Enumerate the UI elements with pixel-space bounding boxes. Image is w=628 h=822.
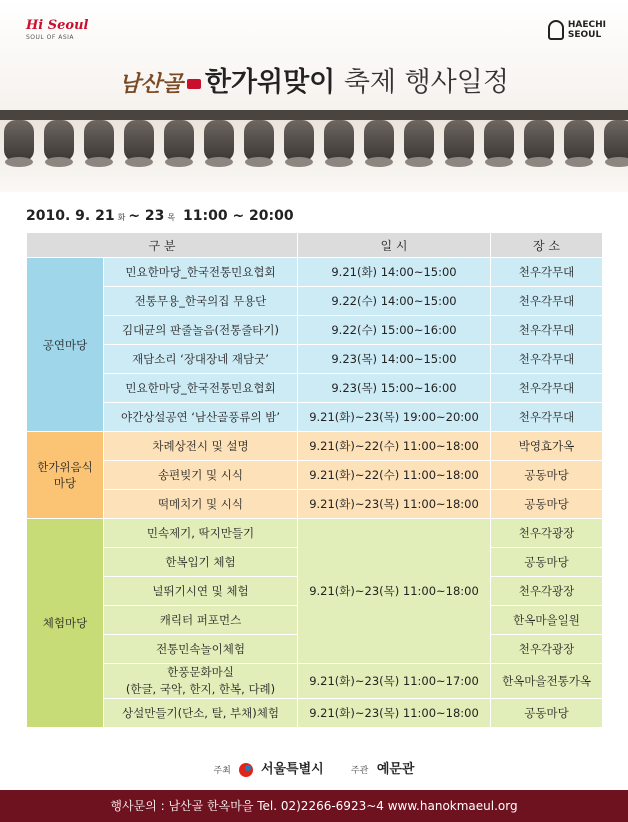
start-day: 화 [117, 213, 126, 222]
place-cell: 천우각무대 [491, 345, 603, 374]
haechi-icon [548, 20, 564, 40]
datetime-cell: 9.21(화)~23(목) 19:00~20:00 [298, 403, 491, 432]
table-header-row [27, 233, 603, 258]
category-experience: 체험마당 [27, 519, 104, 728]
seoul-logo-icon [239, 763, 253, 777]
table-row [27, 461, 603, 490]
sponsor-line [0, 758, 628, 777]
datetime-cell: 9.21(화)~22(수) 11:00~18:00 [298, 432, 491, 461]
table-row [27, 432, 603, 461]
header-datetime: 일 시 [298, 233, 491, 258]
place-cell: 천우각무대 [491, 316, 603, 345]
host-name: 서울특별시 [260, 762, 324, 777]
end-date: 23 [144, 208, 165, 224]
program-cell [104, 664, 298, 699]
program-cell: 야간상설공연 ‘남산골풍류의 밤’ [104, 403, 298, 432]
table-row [27, 490, 603, 519]
place-cell: 천우각무대 [491, 374, 603, 403]
datetime-cell: 9.21(화)~23(목) 11:00~18:00 [298, 699, 491, 728]
category-food-line2: 마당 [53, 476, 77, 490]
place-cell: 한옥마을일원 [491, 606, 603, 635]
contact-text: 행사문의 : 남산골 한옥마을 Tel. 02)2266-6923~4 www.hanokmaeul.org [110, 799, 518, 813]
place-cell: 천우각광장 [491, 577, 603, 606]
title-deco-icon [187, 79, 201, 89]
program-line1: 한풍문화마실 [167, 665, 234, 679]
organizer-label: 주관 [350, 766, 369, 776]
host-label: 주최 [213, 766, 231, 776]
datetime-cell: 9.22(수) 14:00~15:00 [298, 287, 491, 316]
place-cell: 공동마당 [491, 490, 603, 519]
place-cell: 천우각무대 [491, 258, 603, 287]
haechi-logo-line2: SEOUL [567, 30, 602, 40]
datetime-cell: 9.21(화)~23(목) 11:00~17:00 [298, 664, 491, 699]
hanok-roof-banner [0, 110, 628, 192]
program-cell: 캐릭터 퍼포먼스 [104, 606, 298, 635]
event-period [26, 208, 294, 224]
category-performance: 공연마당 [27, 258, 104, 432]
title-rest: 축제 행사일정 [343, 67, 509, 98]
place-cell: 천우각광장 [491, 519, 603, 548]
haechi-seoul-logo [548, 20, 606, 40]
table-row [27, 258, 603, 287]
table-row [27, 699, 603, 728]
title-brand: 남산골 [119, 71, 183, 97]
program-cell: 민요한마당_한국전통민요협회 [104, 258, 298, 287]
header-category: 구 분 [27, 233, 298, 258]
schedule-table [26, 232, 603, 728]
haechi-logo-line1: HAECHI [567, 20, 606, 30]
date-sep: ~ [128, 208, 141, 224]
place-cell: 천우각광장 [491, 635, 603, 664]
place-cell: 천우각무대 [491, 287, 603, 316]
table-row [27, 519, 603, 548]
hi-seoul-logo [26, 18, 88, 41]
program-cell: 떡메치기 및 시식 [104, 490, 298, 519]
title-main: 한가위맞이 [204, 67, 336, 98]
table-row [27, 316, 603, 345]
program-cell: 차례상전시 및 설명 [104, 432, 298, 461]
place-cell: 박영효가옥 [491, 432, 603, 461]
organizer-name: 예문관 [376, 762, 415, 777]
program-cell: 한복입기 체험 [104, 548, 298, 577]
place-cell: 천우각무대 [491, 403, 603, 432]
program-cell: 전통민속놀이체험 [104, 635, 298, 664]
end-day: 목 [167, 213, 176, 222]
start-date: 2010. 9. 21 [26, 208, 115, 224]
datetime-cell: 9.23(목) 14:00~15:00 [298, 345, 491, 374]
table-row [27, 287, 603, 316]
program-cell: 민속제기, 딱지만들기 [104, 519, 298, 548]
merged-datetime-cell: 9.21(화)~23(목) 11:00~18:00 [298, 519, 491, 664]
category-food [27, 432, 104, 519]
program-cell: 송편빚기 및 시식 [104, 461, 298, 490]
table-row [27, 664, 603, 699]
program-cell: 널뛰기시연 및 체험 [104, 577, 298, 606]
datetime-cell: 9.21(화)~23(목) 11:00~18:00 [298, 490, 491, 519]
header [0, 0, 628, 110]
place-cell: 공동마당 [491, 548, 603, 577]
datetime-cell: 9.23(목) 15:00~16:00 [298, 374, 491, 403]
contact-footer [0, 790, 628, 822]
datetime-cell: 9.22(수) 15:00~16:00 [298, 316, 491, 345]
program-cell: 전통무용_한국의집 무용단 [104, 287, 298, 316]
program-cell: 민요한마당_한국전통민요협회 [104, 374, 298, 403]
table-row [27, 403, 603, 432]
datetime-cell: 9.21(화)~22(수) 11:00~18:00 [298, 461, 491, 490]
program-cell: 김대균의 판줄놀음(전통줄타기) [104, 316, 298, 345]
header-place: 장 소 [491, 233, 603, 258]
page-title [0, 60, 628, 99]
program-cell: 재담소리 ‘장대장네 재담굿’ [104, 345, 298, 374]
hi-seoul-logo-sub: SOUL OF ASIA [26, 34, 75, 41]
datetime-cell: 9.21(화) 14:00~15:00 [298, 258, 491, 287]
table-row [27, 345, 603, 374]
table-row [27, 374, 603, 403]
program-line2: (한글, 국악, 한지, 한복, 다례) [125, 682, 276, 696]
event-hours: 11:00 ~ 20:00 [183, 208, 294, 224]
place-cell: 공동마당 [491, 699, 603, 728]
place-cell: 한옥마을전통가옥 [491, 664, 603, 699]
program-cell: 상설만들기(단소, 탈, 부채)체험 [104, 699, 298, 728]
hi-seoul-logo-text: Hi Seoul [26, 18, 89, 33]
roof-tiles-illustration [0, 110, 628, 192]
place-cell: 공동마당 [491, 461, 603, 490]
category-food-line1: 한가위음식 [37, 460, 93, 474]
